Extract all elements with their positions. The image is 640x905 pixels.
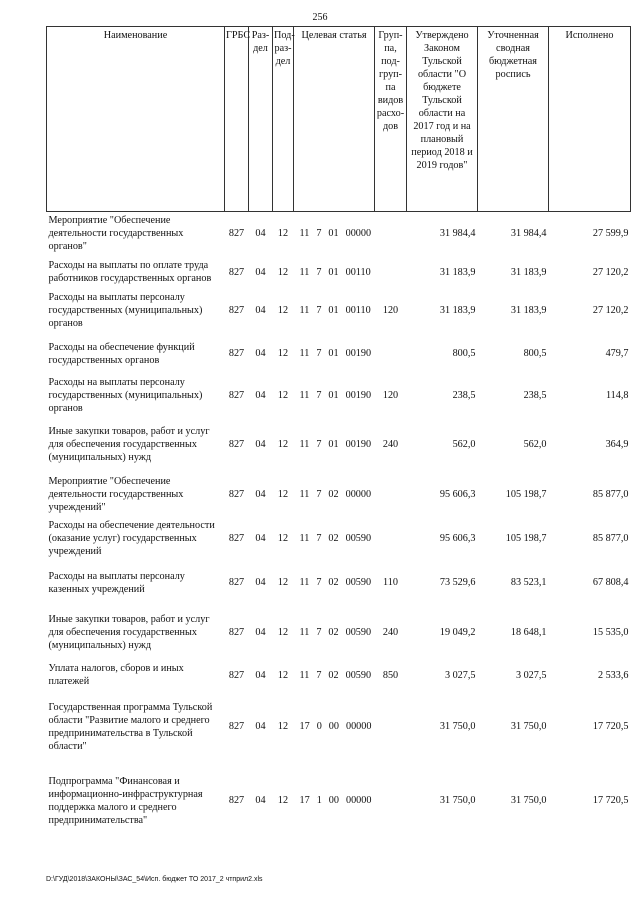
row-approved: 31 183,9: [439, 305, 476, 316]
row-name: Расходы на обеспечение функций государственных органов: [48, 341, 195, 366]
row-group: 240: [382, 627, 399, 638]
row-target: [294, 289, 375, 333]
row-refined: 18 648,1: [510, 627, 547, 638]
row-group: 110: [383, 577, 398, 588]
target-code-part: 01: [328, 228, 339, 240]
row-approved: 31 750,0: [439, 795, 476, 806]
row-approved: 19 049,2: [439, 627, 476, 638]
row-group: [375, 517, 407, 561]
row-razdel: 04: [255, 348, 266, 359]
target-code-part: 7: [316, 627, 322, 638]
target-code-part: 01: [328, 439, 339, 450]
target-code-part: 11: [299, 627, 310, 638]
row-name: Государственная программа Тульской области "Развитие малого и среднего предпринимательства в Тульской области": [48, 701, 213, 752]
table-row: [47, 417, 631, 473]
row-razdel: 04: [255, 795, 266, 806]
target-code-part: 11: [299, 669, 310, 681]
row-executed: 17 720,5: [592, 721, 629, 732]
row-refined: 562,0: [523, 439, 547, 450]
row-group: [375, 212, 407, 256]
target-code-part: 11: [299, 266, 310, 278]
row-razdel: 04: [255, 669, 266, 681]
row-group: [375, 256, 407, 289]
row-podrazdel: 12: [277, 669, 289, 681]
target-code-part: 00190: [345, 390, 372, 401]
row-group: [375, 473, 407, 517]
row-grbs: 827: [228, 266, 245, 278]
row-razdel: 04: [255, 305, 266, 316]
target-code-part: 00: [328, 721, 339, 732]
row-razdel: 04: [255, 533, 266, 544]
row-executed: 479,7: [605, 348, 629, 359]
row-executed: 114,8: [605, 390, 629, 401]
row-grbs: 827: [228, 533, 245, 544]
row-podrazdel: 12: [277, 489, 289, 500]
row-target: [294, 333, 375, 375]
row-podrazdel: 12: [277, 721, 289, 732]
target-code-part: 01: [328, 348, 339, 359]
target-code-part: 7: [316, 305, 322, 316]
header-row: [47, 27, 631, 212]
row-name: Мероприятие "Обеспечение деятельности государственных учреждений": [48, 476, 184, 513]
target-code-part: 7: [316, 533, 322, 544]
target-code-part: 00000: [345, 489, 372, 500]
row-approved: 800,5: [452, 348, 476, 359]
row-razdel: 04: [255, 577, 266, 588]
target-code-part: 1: [316, 795, 322, 806]
target-code-part: 11: [299, 390, 310, 401]
row-refined: 800,5: [523, 348, 547, 359]
row-razdel: 04: [255, 721, 266, 732]
row-grbs: 827: [228, 721, 245, 732]
row-group: [375, 690, 407, 764]
row-executed: 15 535,0: [592, 627, 629, 638]
table-row: [47, 517, 631, 561]
table-row: [47, 605, 631, 661]
row-name: Расходы на выплаты персоналу государственных (муниципальных) органов: [48, 377, 203, 414]
budget-table: [46, 26, 631, 838]
row-grbs: 827: [228, 627, 245, 638]
table-row: [47, 561, 631, 605]
target-code-part: 11: [299, 533, 310, 544]
row-grbs: 827: [228, 669, 245, 681]
row-refined: 31 750,0: [510, 795, 547, 806]
target-code-part: 00590: [345, 577, 372, 588]
row-group: 850: [382, 669, 399, 681]
row-razdel: 04: [255, 627, 266, 638]
table-row: [47, 289, 631, 333]
row-approved: 31 750,0: [439, 721, 476, 732]
row-executed: 17 720,5: [592, 795, 629, 806]
table-row: [47, 256, 631, 289]
col-executed-header: Исполнено: [549, 27, 631, 212]
row-podrazdel: 12: [277, 533, 289, 544]
row-group: [375, 333, 407, 375]
col-refined-header: Уточненная сводная бюджетная роспись: [478, 27, 549, 212]
row-group: 120: [382, 305, 399, 316]
target-code-part: 00000: [345, 228, 372, 240]
col-grbs-header: ГРБС: [225, 27, 249, 212]
row-target: [294, 517, 375, 561]
target-code-part: 11: [299, 577, 310, 588]
row-grbs: 827: [228, 390, 245, 401]
target-code-part: 02: [328, 577, 339, 588]
col-razdel-header: Раз-дел: [249, 27, 273, 212]
target-code-part: 0: [316, 721, 322, 732]
target-code-part: 01: [328, 305, 339, 316]
row-target: [294, 690, 375, 764]
row-grbs: 827: [228, 305, 245, 316]
target-code-part: 00190: [345, 439, 372, 450]
target-code-part: 02: [328, 669, 339, 681]
row-target: [294, 256, 375, 289]
target-code-part: 00590: [345, 627, 372, 638]
target-code-part: 7: [316, 390, 322, 401]
row-target: [294, 605, 375, 661]
table-row: [47, 375, 631, 417]
target-code-part: 00110: [345, 266, 371, 278]
row-razdel: 04: [255, 266, 266, 278]
table-row: [47, 764, 631, 838]
row-razdel: 04: [255, 228, 266, 240]
row-target: [294, 661, 375, 690]
row-name: Расходы на выплаты по оплате труда работников государственных органов: [48, 260, 212, 284]
target-code-part: 11: [299, 348, 310, 359]
row-approved: 31 183,9: [439, 266, 476, 278]
row-grbs: 827: [228, 489, 245, 500]
target-code-part: 17: [299, 795, 310, 806]
row-podrazdel: 12: [277, 795, 289, 806]
row-refined: 31 984,4: [510, 228, 547, 240]
row-target: [294, 473, 375, 517]
target-code-part: 00590: [345, 533, 372, 544]
row-approved: 562,0: [452, 439, 476, 450]
target-code-part: 7: [316, 489, 322, 500]
target-code-part: 7: [316, 669, 322, 681]
row-target: [294, 375, 375, 417]
target-code-part: 00190: [345, 348, 372, 359]
row-name: Подпрограмма "Финансовая и информационно-инфраструктурная поддержка малого и среднего предпринимательства": [48, 775, 203, 826]
col-name-header: Наименование: [47, 27, 225, 212]
target-code-part: 02: [328, 533, 339, 544]
row-refined: 31 750,0: [510, 721, 547, 732]
row-group: 120: [382, 390, 399, 401]
target-code-part: 00590: [345, 669, 372, 681]
row-podrazdel: 12: [277, 577, 289, 588]
row-grbs: 827: [228, 348, 245, 359]
row-podrazdel: 12: [277, 390, 289, 401]
row-refined: 105 198,7: [505, 489, 547, 500]
target-code-part: 11: [299, 489, 310, 500]
row-target: [294, 561, 375, 605]
row-target: [294, 764, 375, 838]
row-refined: 3 027,5: [515, 669, 547, 681]
target-code-part: 11: [299, 228, 310, 240]
row-name: Расходы на выплаты персоналу казенных учреждений: [48, 570, 185, 595]
row-executed: 364,9: [605, 439, 629, 450]
row-name: Уплата налогов, сборов и иных платежей: [48, 663, 184, 687]
row-approved: 238,5: [452, 390, 476, 401]
row-podrazdel: 12: [277, 305, 289, 316]
table-row: [47, 473, 631, 517]
table-row: [47, 212, 631, 256]
target-code-part: 00000: [345, 795, 372, 806]
target-code-part: 01: [328, 266, 339, 278]
row-grbs: 827: [228, 439, 245, 450]
row-executed: 85 877,0: [592, 533, 629, 544]
row-grbs: 827: [228, 577, 245, 588]
row-approved: 3 027,5: [444, 669, 476, 681]
row-approved: 73 529,6: [439, 577, 476, 588]
row-grbs: 827: [228, 795, 245, 806]
page-number: 256: [312, 12, 328, 23]
row-podrazdel: 12: [277, 348, 289, 359]
target-code-part: 7: [316, 266, 322, 278]
row-podrazdel: 12: [277, 228, 289, 240]
target-code-part: 00: [328, 795, 339, 806]
row-name: Расходы на выплаты персоналу государственных (муниципальных) органов: [48, 292, 203, 329]
row-target: [294, 212, 375, 256]
row-approved: 95 606,3: [439, 489, 476, 500]
row-executed: 27 120,2: [592, 305, 629, 316]
row-target: [294, 417, 375, 473]
target-code-part: 00110: [345, 305, 371, 316]
target-code-part: 01: [328, 390, 339, 401]
row-approved: 31 984,4: [439, 228, 476, 240]
row-executed: 27 120,2: [592, 266, 629, 278]
target-code-part: 02: [328, 627, 339, 638]
col-podrazdel-header: Под-раз-дел: [273, 27, 294, 212]
col-approved-header: Утверждено Законом Тульской области "О бюджете Тульской области на 2017 год и на плановый период 2018 и 2019 годов": [407, 27, 478, 212]
row-podrazdel: 12: [277, 627, 289, 638]
row-refined: 31 183,9: [510, 305, 547, 316]
row-razdel: 04: [255, 439, 266, 450]
row-executed: 27 599,9: [592, 228, 629, 240]
row-name: Иные закупки товаров, работ и услуг для обеспечения государственных (муниципальных) нужд: [48, 614, 210, 651]
row-name: Мероприятие "Обеспечение деятельности государственных органов": [48, 215, 184, 253]
target-code-part: 02: [328, 489, 339, 500]
row-podrazdel: 12: [277, 266, 289, 278]
target-code-part: 11: [299, 439, 310, 450]
row-approved: 95 606,3: [439, 533, 476, 544]
row-name: Иные закупки товаров, работ и услуг для обеспечения государственных (муниципальных) нужд: [48, 426, 210, 463]
target-code-part: 11: [299, 305, 310, 316]
row-refined: 238,5: [523, 390, 547, 401]
row-grbs: 827: [228, 228, 245, 240]
target-code-part: 7: [316, 348, 322, 359]
col-group-header: Груп-па, под-груп-па видов расхо-дов: [375, 27, 407, 212]
row-refined: 31 183,9: [510, 266, 547, 278]
file-path-footer: D:\ГУД\2018\ЗАКОНЫ\ЗАС_54\Исп. бюджет ТО 2017_2 чтприл2.xls: [46, 876, 263, 883]
target-code-part: 7: [316, 439, 322, 450]
col-target-header: Целевая статья: [294, 27, 375, 212]
target-code-part: 7: [316, 577, 322, 588]
row-executed: 67 808,4: [592, 577, 629, 588]
row-refined: 105 198,7: [505, 533, 547, 544]
target-code-part: 7: [316, 228, 322, 240]
row-executed: 2 533,6: [597, 669, 629, 681]
row-group: [375, 764, 407, 838]
row-name: Расходы на обеспечение деятельности (оказание услуг) государственных учреждений: [48, 520, 215, 557]
row-group: 240: [382, 439, 399, 450]
row-podrazdel: 12: [277, 439, 289, 450]
row-executed: 85 877,0: [592, 489, 629, 500]
target-code-part: 00000: [345, 721, 372, 732]
row-razdel: 04: [255, 489, 266, 500]
table-row: [47, 690, 631, 764]
target-code-part: 17: [299, 721, 310, 732]
row-refined: 83 523,1: [510, 577, 547, 588]
row-razdel: 04: [255, 390, 266, 401]
table-row: [47, 333, 631, 375]
table-row: [47, 661, 631, 690]
